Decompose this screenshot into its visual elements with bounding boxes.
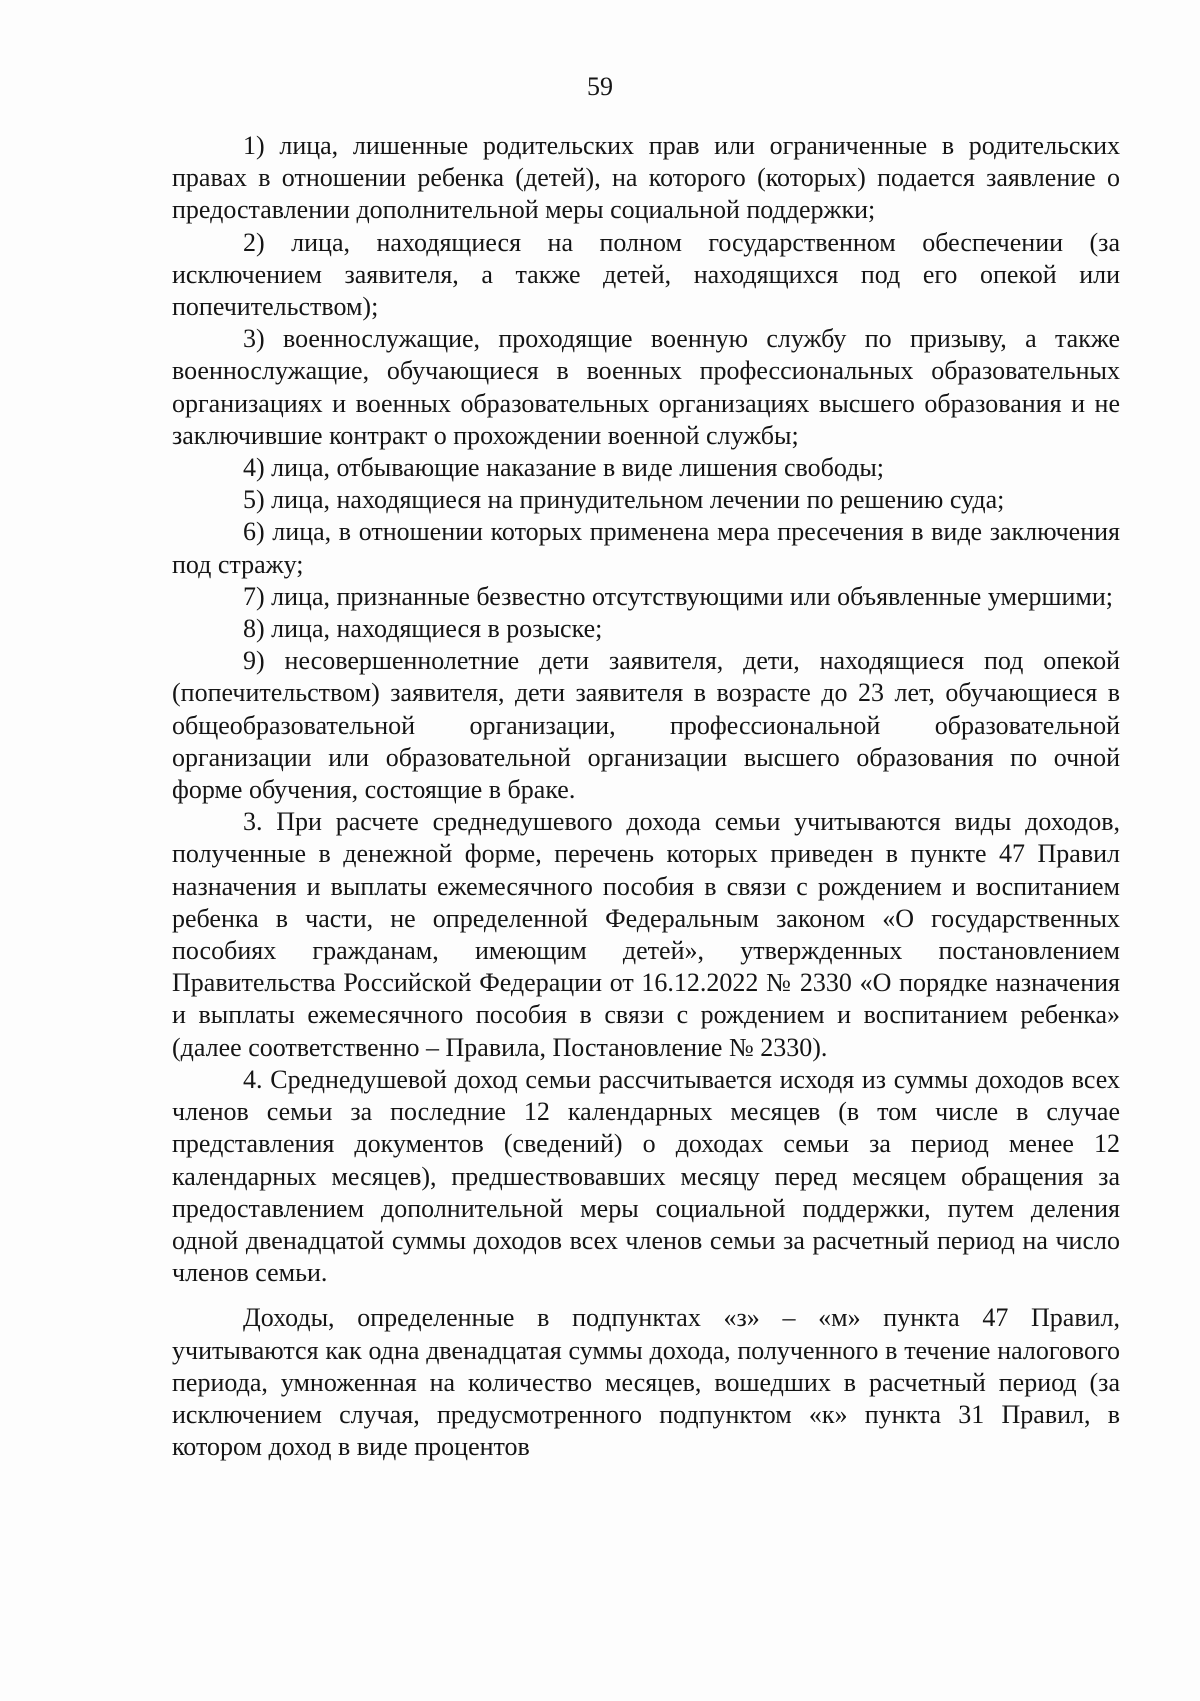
income-paragraph: Доходы, определенные в подпунктах «з» – «м» пункта 47 Правил, учитываются как одна двенадцатая суммы дохода, полученного в течение налогового периода, умноженная на количество месяцев, вошедших в расчетный период (за исключением случая, предусмотренного подпунктом «к» пункта 31 Правил, в котором доход в виде процентов xyxy=(172,1303,1120,1462)
list-item-7: 7) лица, признанные безвестно отсутствующими или объявленные умершими; xyxy=(243,581,1114,611)
page-number: 59 xyxy=(587,72,613,101)
list-item-8: 8) лица, находящиеся в розыске; xyxy=(243,614,603,644)
list-item-5: 5) лица, находящиеся на принудительном лечении по решению суда; xyxy=(243,485,1005,515)
clause-3-paragraph: 3. При расчете среднедушевого дохода семьи учитываются виды доходов, полученные в денежной форме, перечень которых приведен в пункте 47 Правил назначения и выплаты ежемесячного пособия в связи с рождением и воспитанием ребенка в части, не определенной Федеральным законом «О государственных пособиях гражданам, имеющим детей», утвержденных постановлением Правительства Российской Федерации от 16.12.2022 № 2330 «О порядке назначения и выплаты ежемесячного пособия в связи с рождением и воспитанием ребенка» (далее соответственно – Правила, Постановление № 2330). xyxy=(172,807,1120,1062)
list-item-4: 4) лица, отбывающие наказание в виде лишения свободы; xyxy=(243,453,885,483)
list-item-2: 2) лица, находящиеся на полном государственном обеспечении (за исключением заявителя, а также детей, находящихся под его опекой или попечительством); xyxy=(172,227,1120,322)
list-item-1: 1) лица, лишенные родительских прав или ограниченные в родительских правах в отношении ребенка (детей), на которого (которых) подается заявление о предоставлении дополнительной меры социальной поддержки; xyxy=(172,131,1120,225)
list-item-3: 3) военнослужащие, проходящие военную службу по призыву, а также военнослужащие, обучающиеся в военных профессиональных образовательных организациях и военных образовательных организациях высшего образования и не заключившие контракт о прохождении военной службы; xyxy=(172,324,1120,450)
list-item-6: 6) лица, в отношении которых применена мера пресечения в виде заключения под стражу; xyxy=(172,517,1120,579)
list-item-9: 9) несовершеннолетние дети заявителя, дети, находящиеся под опекой (попечительством) заявителя, дети заявителя в возрасте до 23 лет, обучающиеся в общеобразовательной организации, профессиональной образовательной организации или образовательной организации высшего образования по очной форме обучения, состоящие в браке. xyxy=(172,646,1120,805)
clause-4-paragraph: 4. Среднедушевой доход семьи рассчитывается исходя из суммы доходов всех членов семьи за последние 12 календарных месяцев (в том числе в случае представления документов (сведений) о доходах семьи за период менее 12 календарных месяцев), предшествовавших месяцу перед месяцем обращения за предоставлением дополнительной меры социальной поддержки, путем деления одной двенадцатой суммы доходов всех членов семьи за расчетный период на число членов семьи. xyxy=(172,1064,1120,1288)
document-body xyxy=(172,130,1120,1463)
